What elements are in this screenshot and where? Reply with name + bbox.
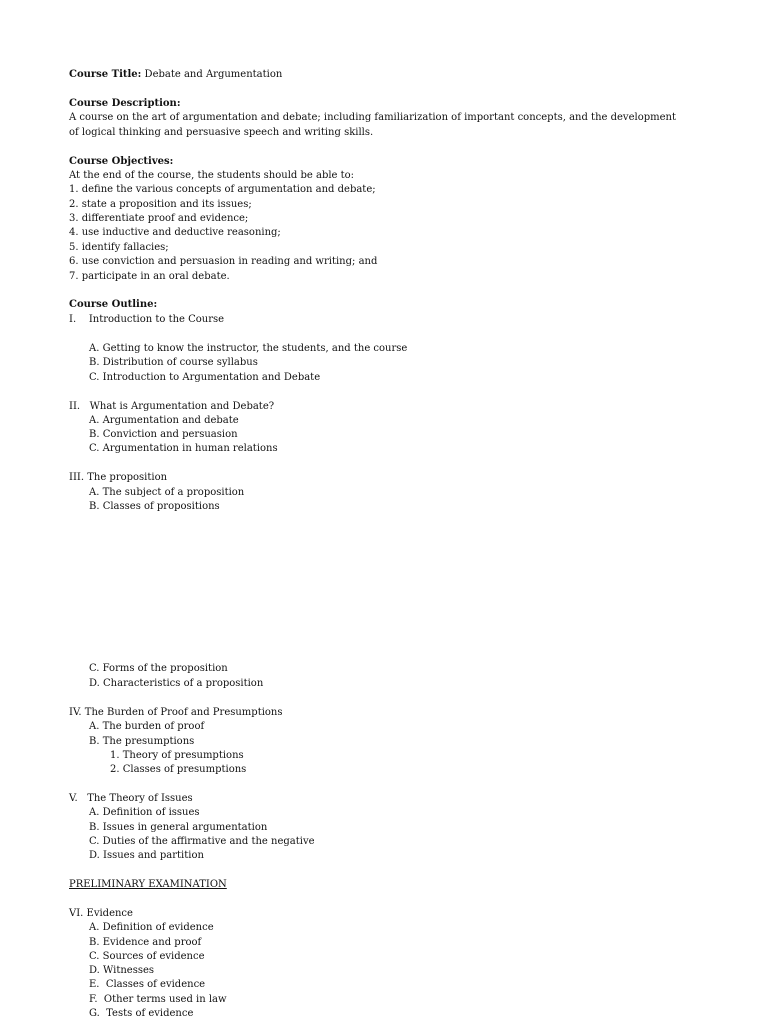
outline-item: B. Classes of propositions xyxy=(89,501,220,512)
objective-item: 2. state a proposition and its issues; xyxy=(69,199,252,210)
outline-section-title: III. The proposition xyxy=(69,472,168,483)
course-title xyxy=(69,69,282,81)
outline-item: A. Getting to know the instructor, the students, and the course xyxy=(89,343,408,354)
course-description-line: of logical thinking and persuasive speech and writing skills. xyxy=(69,127,374,138)
course-description-heading: Course Description: xyxy=(69,98,181,109)
outline-item: D. Characteristics of a proposition xyxy=(89,678,264,689)
objective-item: 7. participate in an oral debate. xyxy=(69,271,230,282)
objective-item: 5. identify fallacies; xyxy=(69,242,169,253)
outline-item: C. Duties of the affirmative and the negative xyxy=(89,836,315,847)
outline-item: B. Evidence and proof xyxy=(89,937,202,948)
outline-item: F. Other terms used in law xyxy=(89,994,227,1005)
course-description-line: A course on the art of argumentation and debate; including familiarization of important concepts, and the development xyxy=(69,112,676,123)
outline-item: D. Witnesses xyxy=(89,965,155,976)
course-outline-heading: Course Outline: xyxy=(69,299,158,310)
outline-item: B. Distribution of course syllabus xyxy=(89,357,258,368)
outline-item: E. Classes of evidence xyxy=(89,979,206,990)
outline-item: B. Conviction and persuasion xyxy=(89,429,238,440)
outline-item: A. Definition of evidence xyxy=(89,922,214,933)
outline-item: B. The presumptions xyxy=(89,736,195,747)
outline-item: C. Sources of evidence xyxy=(89,951,205,962)
outline-subitem: 2. Classes of presumptions xyxy=(110,764,247,775)
outline-section-title: VI. Evidence xyxy=(69,908,133,919)
outline-item: D. Issues and partition xyxy=(89,850,204,861)
objective-item: 6. use conviction and persuasion in reading and writing; and xyxy=(69,256,378,267)
outline-item: C. Forms of the proposition xyxy=(89,663,228,674)
objective-item: 1. define the various concepts of argumentation and debate; xyxy=(69,184,376,195)
objective-item: 4. use inductive and deductive reasoning; xyxy=(69,227,281,238)
objective-item: 3. differentiate proof and evidence; xyxy=(69,213,249,224)
outline-item: A. Argumentation and debate xyxy=(89,415,239,426)
outline-section-title: I. Introduction to the Course xyxy=(69,314,225,325)
outline-section-title: V. The Theory of Issues xyxy=(69,793,193,804)
outline-section-title: II. What is Argumentation and Debate? xyxy=(69,401,275,412)
outline-item: C. Introduction to Argumentation and Debate xyxy=(89,372,321,383)
outline-item: A. Definition of issues xyxy=(89,807,200,818)
outline-item: C. Argumentation in human relations xyxy=(89,443,278,454)
outline-item: A. The burden of proof xyxy=(89,721,205,732)
outline-subitem: 1. Theory of presumptions xyxy=(110,750,244,761)
course-objectives-intro: At the end of the course, the students should be able to: xyxy=(69,170,355,181)
outline-item: A. The subject of a proposition xyxy=(89,487,245,498)
outline-section-title: IV. The Burden of Proof and Presumptions xyxy=(69,707,283,718)
outline-item: G. Tests of evidence xyxy=(89,1008,194,1019)
preliminary-examination: PRELIMINARY EXAMINATION xyxy=(69,879,227,890)
course-objectives-heading: Course Objectives: xyxy=(69,156,174,167)
course-title-label: Course Title: xyxy=(69,69,142,80)
course-title-value: Debate and Argumentation xyxy=(144,69,283,80)
outline-item: B. Issues in general argumentation xyxy=(89,822,268,833)
